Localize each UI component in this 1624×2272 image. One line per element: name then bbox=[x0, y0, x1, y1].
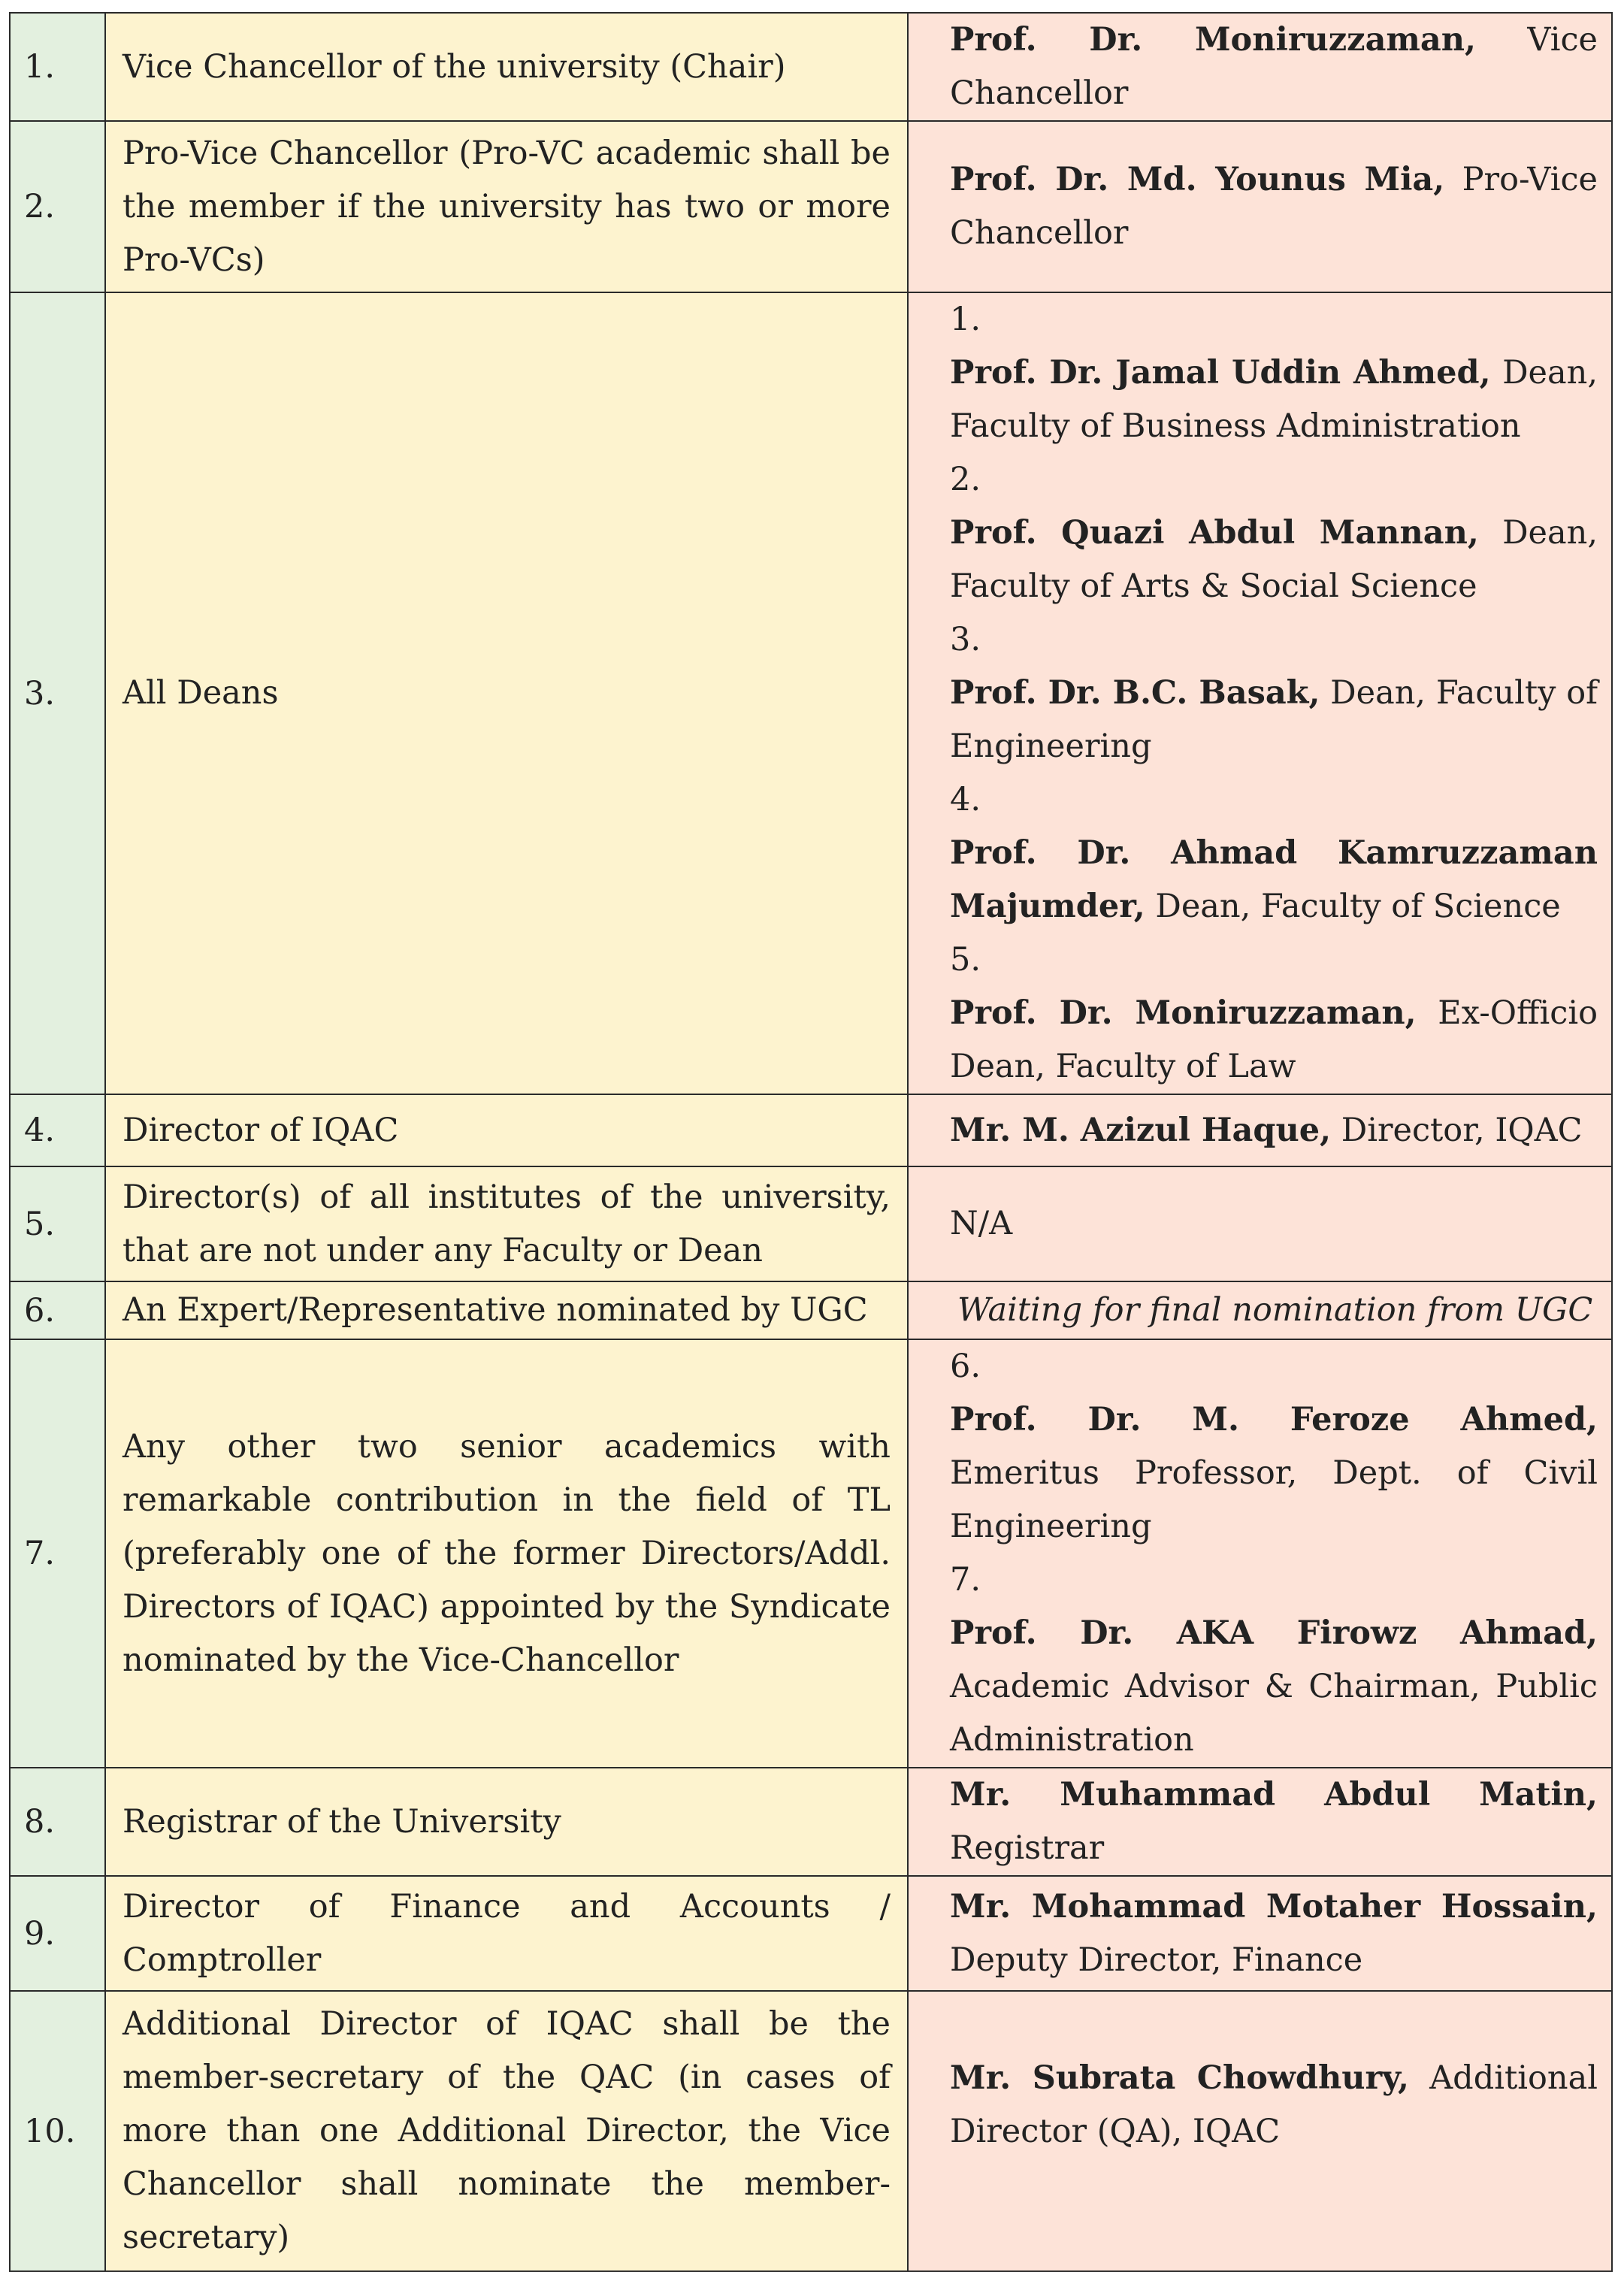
list-item bbox=[916, 453, 1598, 613]
list-number: 6. bbox=[950, 1348, 981, 1385]
table-row bbox=[10, 1876, 1612, 1991]
list-item bbox=[916, 1340, 1598, 1553]
member-name: Prof. Dr. AKA Firowz Ahmad, bbox=[950, 1614, 1598, 1652]
member-title: Dean, Faculty of Science bbox=[1145, 888, 1561, 925]
list-number: 1. bbox=[950, 301, 981, 338]
role-cell: Director of IQAC bbox=[105, 1094, 908, 1166]
member-title: Registrar bbox=[950, 1829, 1105, 1867]
member-cell bbox=[908, 1991, 1612, 2271]
role-cell: All Deans bbox=[105, 292, 908, 1094]
member-title: Additional Director (QA), IQAC bbox=[950, 2059, 1598, 2150]
list-number: 2. bbox=[950, 461, 981, 498]
list-number: 3. bbox=[950, 621, 981, 658]
table-row bbox=[10, 1339, 1612, 1768]
list-item bbox=[916, 1553, 1598, 1767]
deans-list bbox=[916, 293, 1598, 1094]
table-row bbox=[10, 1281, 1612, 1339]
role-cell: Additional Director of IQAC shall be the member-secretary of the QAC (in cases of more than one Additional Director, the Vice Chancellor shall nominate the member-secretary) bbox=[105, 1991, 908, 2271]
member-title: Deputy Director, Finance bbox=[950, 1941, 1363, 1979]
row-number: 5. bbox=[10, 1166, 105, 1281]
member-title: Vice Chancellor bbox=[950, 21, 1598, 112]
table-row bbox=[10, 1768, 1612, 1876]
academics-list bbox=[916, 1340, 1598, 1767]
member-cell bbox=[908, 121, 1612, 292]
list-number: 5. bbox=[950, 941, 981, 979]
list-item bbox=[916, 933, 1598, 1094]
table-row bbox=[10, 13, 1612, 121]
committee-table bbox=[9, 12, 1613, 2272]
member-title: Pro-Vice Chancellor bbox=[950, 161, 1598, 252]
role-cell: Registrar of the University bbox=[105, 1768, 908, 1876]
member-cell bbox=[908, 1339, 1612, 1768]
member-cell bbox=[908, 1166, 1612, 1281]
member-title: Academic Advisor & Chairman, Public Administration bbox=[950, 1668, 1598, 1759]
member-text: Waiting for final nomination from UGC bbox=[957, 1291, 1593, 1329]
member-title: Emeritus Professor, Dept. of Civil Engineering bbox=[950, 1454, 1598, 1545]
member-title: Dean, Faculty of Business Administration bbox=[950, 354, 1598, 445]
row-number: 2. bbox=[10, 121, 105, 292]
member-cell bbox=[908, 1094, 1612, 1166]
member-name: Mr. Muhammad Abdul Matin, bbox=[950, 1776, 1598, 1814]
row-number: 8. bbox=[10, 1768, 105, 1876]
member-title: Dean, Faculty of Engineering bbox=[950, 674, 1598, 765]
member-title: Dean, Faculty of Arts & Social Science bbox=[950, 514, 1598, 605]
member-cell bbox=[908, 13, 1612, 121]
role-cell: Any other two senior academics with remarkable contribution in the field of TL (preferably one of the former Directors/Addl. Directors of IQAC) appointed by the Syndicate nominated by the Vice-Chancellor bbox=[105, 1339, 908, 1768]
table-row bbox=[10, 121, 1612, 292]
role-cell: An Expert/Representative nominated by UGC bbox=[105, 1281, 908, 1339]
member-cell bbox=[908, 1768, 1612, 1876]
member-name: Prof. Dr. Md. Younus Mia, bbox=[950, 161, 1445, 198]
list-item bbox=[916, 613, 1598, 773]
member-name: Prof. Dr. Jamal Uddin Ahmed, bbox=[950, 354, 1491, 392]
row-number: 3. bbox=[10, 292, 105, 1094]
member-name: Mr. Subrata Chowdhury, bbox=[950, 2059, 1410, 2097]
member-title: Ex-Officio Dean, Faculty of Law bbox=[950, 994, 1598, 1085]
role-cell: Pro-Vice Chancellor (Pro-VC academic shall be the member if the university has two or more Pro-VCs) bbox=[105, 121, 908, 292]
member-cell bbox=[908, 1281, 1612, 1339]
list-number: 7. bbox=[950, 1561, 981, 1599]
member-name: Prof. Dr. B.C. Basak, bbox=[950, 674, 1320, 712]
member-name: Prof. Dr. Ahmad Kamruzzaman Majumder, bbox=[950, 834, 1598, 925]
member-name: Prof. Dr. Moniruzzaman, bbox=[950, 21, 1477, 59]
member-name: Prof. Dr. Moniruzzaman, bbox=[950, 994, 1417, 1032]
list-item bbox=[916, 293, 1598, 453]
member-text: N/A bbox=[950, 1205, 1013, 1242]
row-number: 4. bbox=[10, 1094, 105, 1166]
role-cell: Director of Finance and Accounts / Comptroller bbox=[105, 1876, 908, 1991]
row-number: 9. bbox=[10, 1876, 105, 1991]
member-cell bbox=[908, 1876, 1612, 1991]
table-row bbox=[10, 1166, 1612, 1281]
row-number: 1. bbox=[10, 13, 105, 121]
table-row bbox=[10, 1991, 1612, 2271]
table-row bbox=[10, 1094, 1612, 1166]
list-number: 4. bbox=[950, 781, 981, 818]
member-cell bbox=[908, 292, 1612, 1094]
member-name: Prof. Dr. M. Feroze Ahmed, bbox=[950, 1401, 1598, 1439]
member-name: Prof. Quazi Abdul Mannan, bbox=[950, 514, 1479, 552]
list-item bbox=[916, 773, 1598, 933]
row-number: 6. bbox=[10, 1281, 105, 1339]
row-number: 7. bbox=[10, 1339, 105, 1768]
member-title: Director, IQAC bbox=[1331, 1111, 1583, 1149]
role-cell: Vice Chancellor of the university (Chair) bbox=[105, 13, 908, 121]
member-name: Mr. Mohammad Motaher Hossain, bbox=[950, 1887, 1598, 1926]
role-cell: Director(s) of all institutes of the university, that are not under any Faculty or Dean bbox=[105, 1166, 908, 1281]
member-name: Mr. M. Azizul Haque, bbox=[950, 1111, 1332, 1149]
table-row bbox=[10, 292, 1612, 1094]
row-number: 10. bbox=[10, 1991, 105, 2271]
